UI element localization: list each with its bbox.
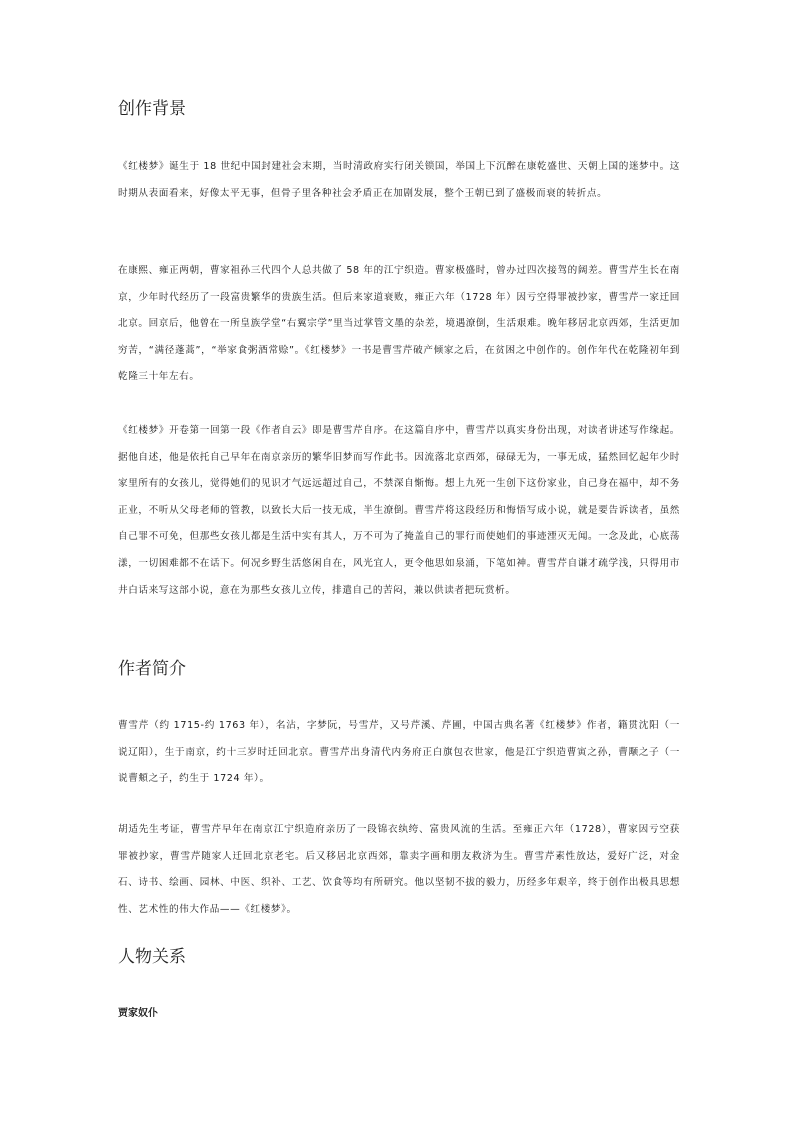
section-title-author: 作者简介 — [118, 659, 186, 679]
paragraph-author-1: 曹雪芹（约 1715-约 1763 年），名沾，字梦阮，号雪芹，又号芹溪、芹圃，中国古典名著《红楼梦》作者，籍贯沈阳（一说辽阳），生于南京，约十三岁时迁回北京。曹雪芹出身清代内务府正白旗包衣世家，他是江宁织造曹寅之孙，曹颙之子（一说曹頫之子，约生于 1724 年）。 — [118, 720, 680, 785]
subheading-jia-servants: 贾家奴仆 — [118, 1008, 158, 1019]
section-title-characters: 人物关系 — [118, 947, 186, 967]
paragraph-background-3: 《红楼梦》开卷第一回第一段《作者自云》即是曹雪芹自序。在这篇自序中，曹雪芹以真实身份出现，对读者讲述写作缘起。据他自述，他是依托自己早年在南京亲历的繁华旧梦而写作此书。因流落北京西郊，碌碌无为，一事无成，猛然回忆起年少时家里所有的女孩儿，觉得她们的见识才气远远超过自己，不禁深自惭悔。想上九死一生创下这份家业，自己身在福中，却不务正业，不听从父母老师的管教，以致长大后一技无成，半生潦倒。曹雪芹将这段经历和悔悟写成小说，就是要告诉读者，虽然自己罪不可免，但那些女孩儿都是生活中实有其人，万不可为了掩盖自己的罪行而使她们的事迹湮灭无闻。一念及此，心底荡漾，一切困难都不在话下。何况乡野生活悠闲自在，风光宜人，更令他思如泉涌，下笔如神。曹雪芹自谦才疏学浅，只得用市井白话来写这部小说，意在为那些女孩儿立传，排遣自己的苦闷，兼以供读者把玩赏析。 — [118, 425, 680, 596]
paragraph-background-2: 在康熙、雍正两朝，曹家祖孙三代四个人总共做了 58 年的江宁织造。曹家极盛时，曾办过四次接驾的阔差。曹雪芹生长在南京，少年时代经历了一段富贵繁华的贵族生活。但后来家道衰败，雍正六年（1728 年）因亏空得罪被抄家，曹雪芹一家迁回北京。回京后，他曾在一所皇族学堂“右翼宗学”里当过掌管文墨的杂差，境遇潦倒，生活艰难。晚年移居北京西郊，生活更加穷苦，“满径蓬蒿”，“举家食粥酒常赊”。《红楼梦》一书是曹雪芹破产倾家之后，在贫困之中创作的。创作年代在乾隆初年到乾隆三十年左右。 — [118, 265, 680, 383]
section-title-background: 创作背景 — [118, 99, 186, 119]
paragraph-background-1: 《红楼梦》诞生于 18 世纪中国封建社会末期，当时清政府实行闭关锁国，举国上下沉醉在康乾盛世、天朝上国的迷梦中。这时期从表面看来，好像太平无事，但骨子里各种社会矛盾正在加剧发展，整个王朝已到了盛极而衰的转折点。 — [118, 161, 680, 199]
paragraph-author-2: 胡适先生考证，曹雪芹早年在南京江宁织造府亲历了一段锦衣纨绔、富贵风流的生活。至雍正六年（1728），曹家因亏空获罪被抄家，曹雪芹随家人迁回北京老宅。后又移居北京西郊，靠卖字画和朋友救济为生。曹雪芹素性放达，爱好广泛，对金石、诗书、绘画、园林、中医、织补、工艺、饮食等均有所研究。他以坚韧不拔的毅力，历经多年艰辛，终于创作出极具思想性、艺术性的伟大作品——《红楼梦》。 — [118, 824, 680, 915]
